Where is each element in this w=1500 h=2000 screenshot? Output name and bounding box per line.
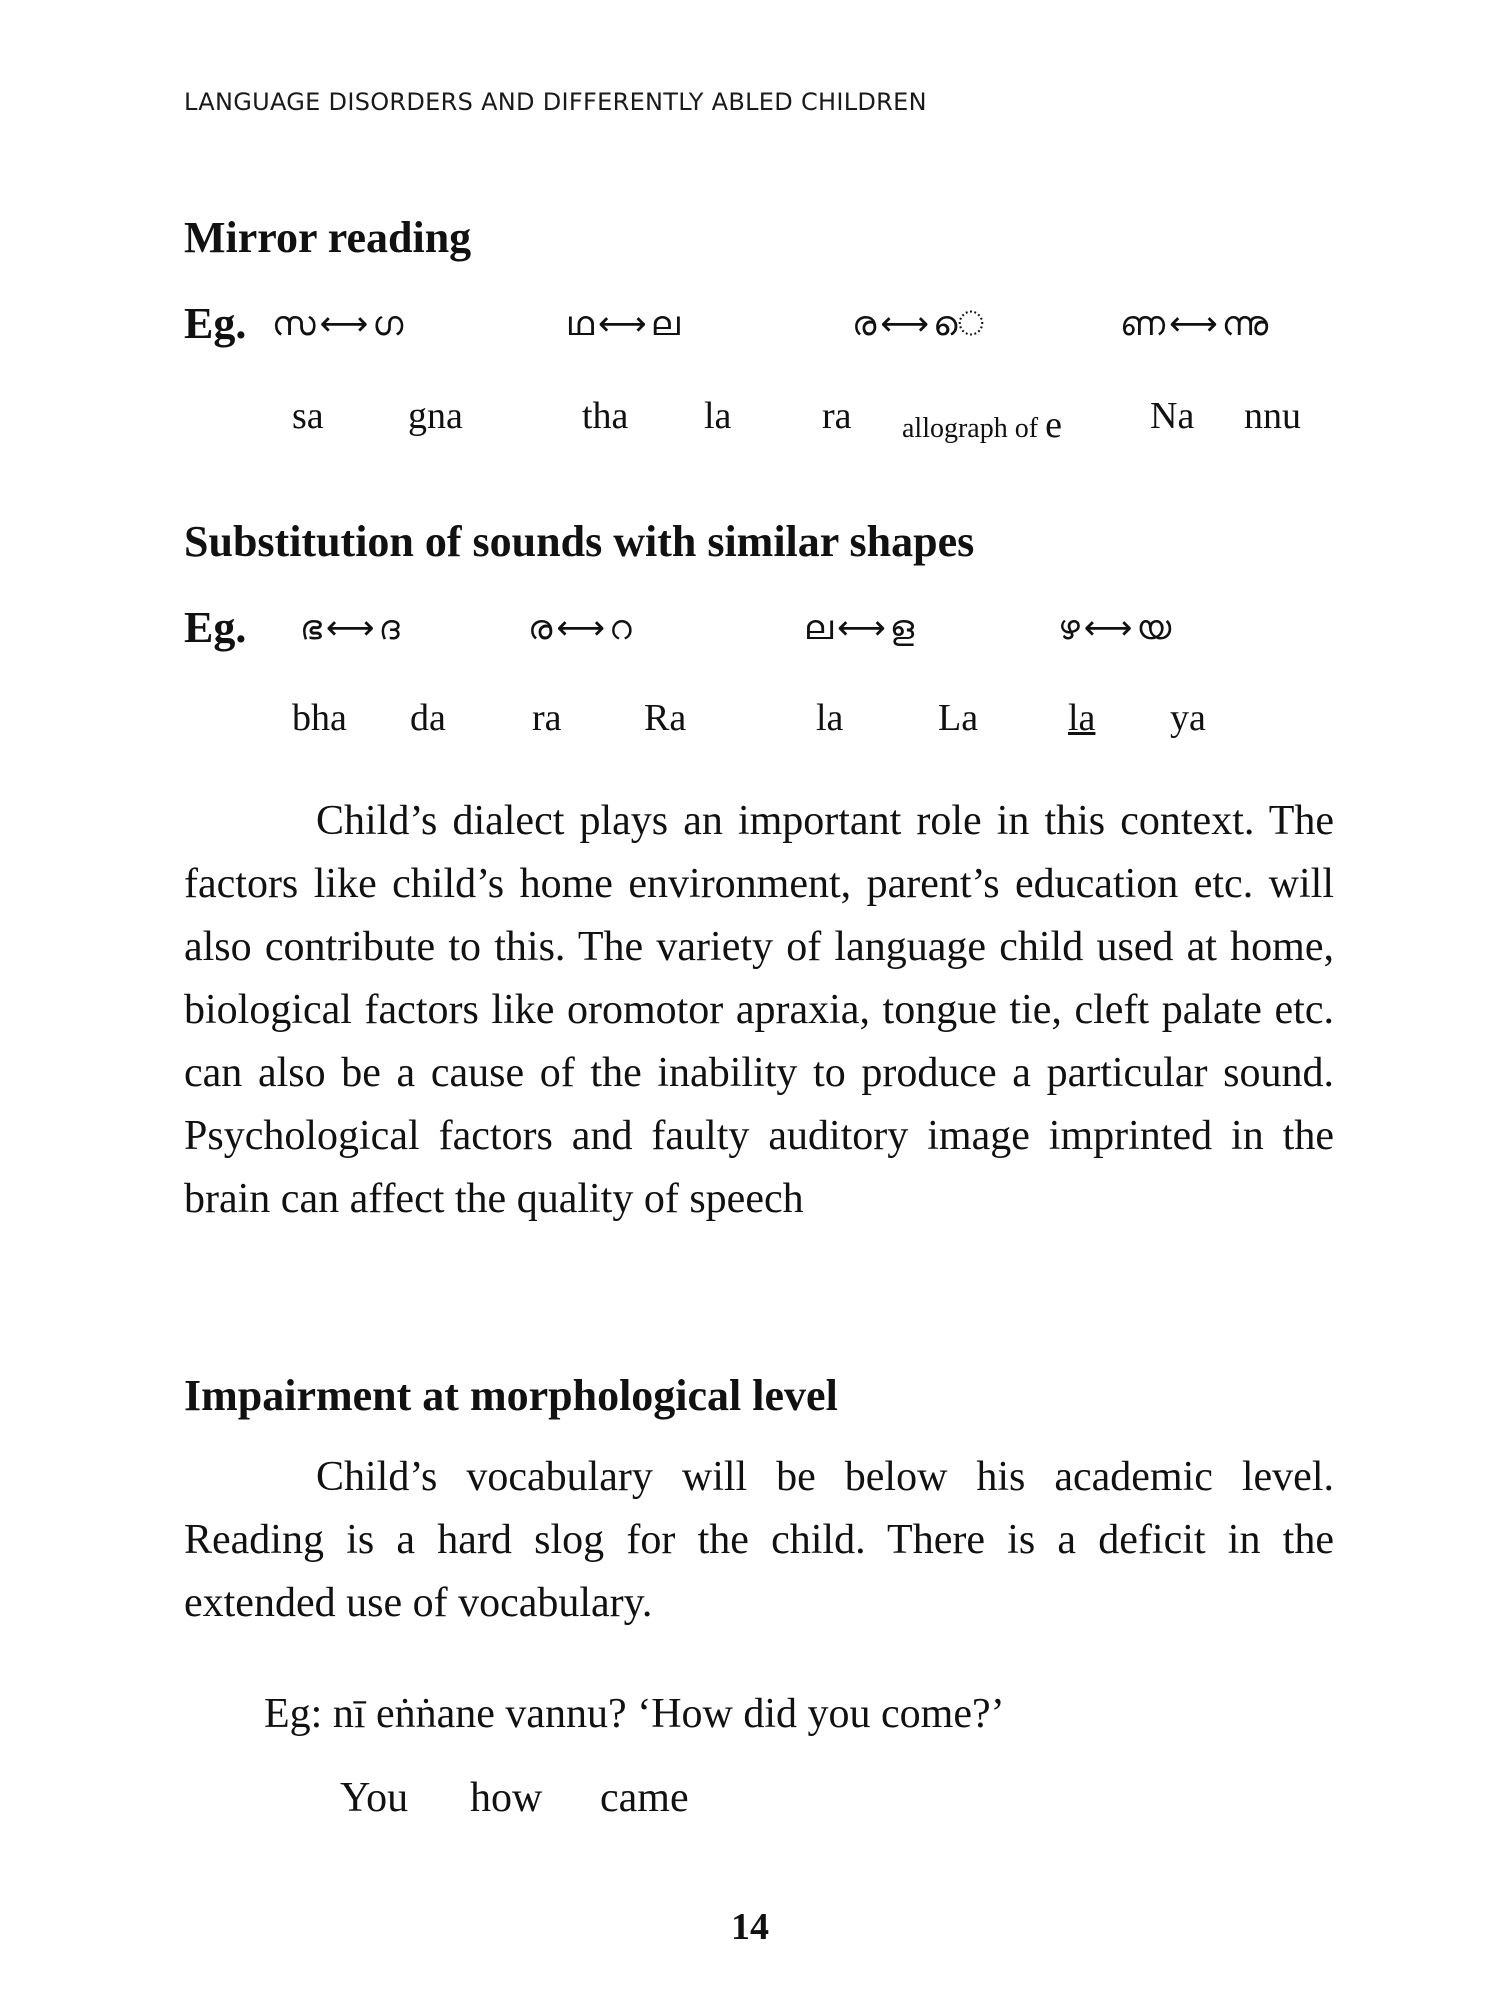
malayalam-letter: സ: [272, 304, 316, 344]
transliteration: la: [1068, 697, 1096, 739]
gloss-word: how: [470, 1775, 543, 1821]
double-arrow-icon: ⟷: [556, 608, 606, 648]
substitution-pair: [1058, 608, 1171, 648]
double-arrow-icon: ⟷: [880, 304, 930, 344]
malayalam-letter: യ: [1136, 608, 1172, 648]
malayalam-letter: ര: [852, 304, 877, 344]
transliteration-note: [902, 403, 1062, 447]
transliteration: sa: [292, 395, 324, 437]
allograph-label: allograph of: [902, 413, 1039, 444]
page-number: 14: [731, 1906, 769, 1948]
malayalam-letter: ള: [889, 608, 915, 648]
double-arrow-icon: ⟷: [1083, 608, 1133, 648]
example-sentence: Eg: nī eṅṅane vannu? ‘How did you come?’: [264, 1691, 1005, 1737]
transliteration: Ra: [644, 697, 687, 739]
transliteration: ra: [532, 697, 562, 739]
transliteration: ra: [822, 395, 852, 437]
malayalam-letter: ഭ: [300, 608, 322, 648]
heading-substitution: Substitution of sounds with similar shapes: [184, 517, 975, 566]
mirror-pair: [852, 304, 985, 344]
paragraph-dialect: Child’s dialect plays an important role in this context. The factors like child’s home environment, parent’s education etc. will also contribute to this. The variety of language child used at home, biological factors like oromotor apraxia, tongue tie, cleft palate etc. can also be a cause of the inability to produce a particular sound. Psychological factors and faulty auditory image imprinted in the brain can affect the quality of speech: [184, 798, 1334, 1222]
transliteration: nnu: [1244, 395, 1301, 437]
malayalam-letter: ണ: [1120, 304, 1166, 344]
substitution-pair: [804, 608, 914, 648]
eg-label: Eg.: [184, 299, 247, 348]
malayalam-letter: ല: [650, 304, 680, 344]
gloss-word: You: [340, 1775, 409, 1821]
transliteration: gna: [408, 395, 463, 437]
double-arrow-icon: ⟷: [597, 304, 647, 344]
transliteration: Na: [1150, 395, 1195, 437]
malayalam-letter: ഴ: [1058, 608, 1080, 648]
malayalam-letter: റ: [609, 608, 632, 648]
substitution-pair: [528, 608, 632, 648]
eg-label: Eg.: [184, 603, 247, 652]
transliteration: la: [704, 395, 732, 437]
double-arrow-icon: ⟷: [837, 608, 886, 648]
substitution-pair: [300, 608, 400, 648]
mirror-pair: [272, 304, 403, 344]
heading-mirror-reading: Mirror reading: [184, 213, 472, 262]
gloss-word: came: [600, 1775, 689, 1821]
transliteration: ya: [1170, 697, 1206, 739]
transliteration: bha: [292, 697, 347, 739]
malayalam-letter: ദ: [378, 608, 400, 648]
running-header: LANGUAGE DISORDERS AND DIFFERENTLY ABLED CHILDREN: [184, 88, 927, 116]
transliteration: La: [938, 697, 979, 739]
malayalam-letter: െ: [933, 304, 985, 344]
mirror-pair: [1120, 304, 1268, 344]
malayalam-letter: ല: [804, 608, 834, 648]
malayalam-letter: ന്നു: [1221, 304, 1269, 344]
transliteration: la: [816, 697, 844, 739]
malayalam-letter: ഗ: [372, 304, 404, 344]
transliteration: e: [1045, 404, 1062, 446]
double-arrow-icon: ⟷: [325, 608, 375, 648]
transliteration: tha: [582, 395, 629, 437]
heading-morphological: Impairment at morphological level: [184, 1371, 838, 1420]
transliteration: da: [410, 697, 446, 739]
paragraph-vocabulary: Child’s vocabulary will be below his academic level. Reading is a hard slog for the child. There is a deficit in the extended use of vocabulary.: [184, 1454, 1334, 1626]
double-arrow-icon: ⟷: [1169, 304, 1218, 344]
malayalam-letter: ഥ: [566, 304, 594, 344]
mirror-pair: [566, 304, 680, 344]
malayalam-letter: ര: [528, 608, 553, 648]
double-arrow-icon: ⟷: [319, 304, 369, 344]
